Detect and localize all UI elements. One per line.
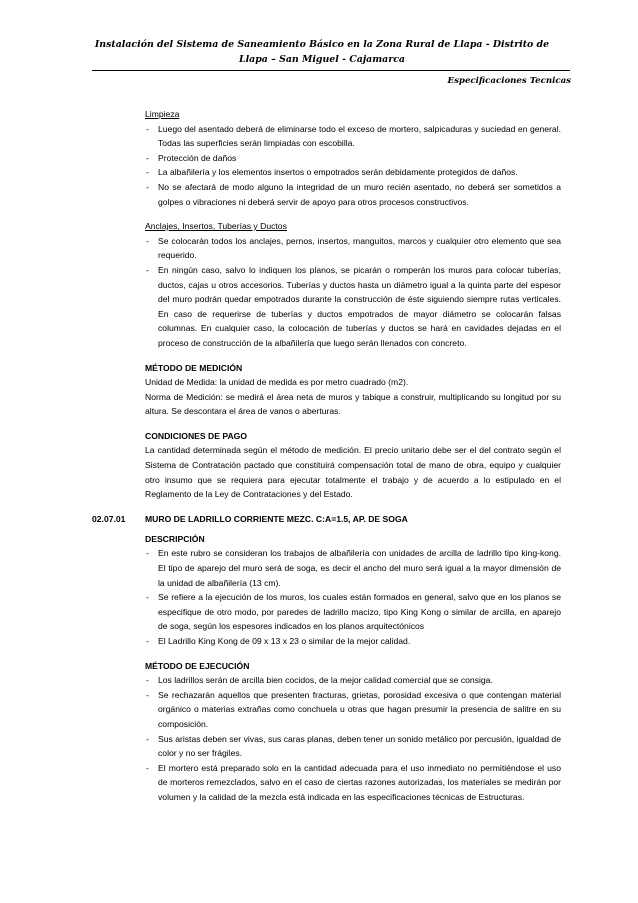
list-item: - El Ladrillo King Kong de 09 x 13 x 23 o similar de la mejor calidad. [145, 634, 561, 649]
list-item: - Luego del asentado deberá de eliminarse todo el exceso de mortero, salpicaduras y suciedad en general. Todas las superficies serán limpiadas con escobilla. [145, 122, 561, 151]
header-title: Instalación del Sistema de Saneamiento Básico en la Zona Rural de Llapa - Distrito de Llapa – San Miguel - Cajamarca [94, 39, 550, 65]
anclajes-list [145, 234, 561, 351]
metodo-ejecucion-heading: MÉTODO DE EJECUCIÓN [145, 660, 250, 671]
limpieza-list [145, 122, 561, 210]
condiciones-pago-heading: CONDICIONES DE PAGO [145, 430, 248, 441]
header-divider [92, 70, 570, 71]
anclajes-block [145, 219, 561, 350]
list-item: - Se refiere a la ejecución de los muros, los cuales están formados en general, salvo que en los planos se especifique de otro modo, por paredes de ladrillo macizo, tipo King Kong o similar de arcilla, en aparejo de soga, según los espesores indicados en los planos arquitectónicos [145, 590, 561, 634]
condiciones-pago-block [145, 429, 561, 502]
list-item: - Sus aristas deben ser vivas, sus caras planas, deben tener un sonido metálico por percusión, igualdad de color y no ser frágiles. [145, 732, 561, 761]
list-item: - En este rubro se consideran los trabajos de albañilería con unidades de arcilla de ladrillo tipo king-kong. El tipo de aparejo del muro será de soga, es decir el ancho del muro será igual a la mayor dimensión de la unidad de albañilería (13 cm). [145, 546, 561, 590]
metodo-medicion-heading: MÉTODO DE MEDICIÓN [145, 362, 243, 373]
header-spec-label: Especificaciones Tecnicas [447, 76, 571, 86]
list-item: - No se afectará de modo alguno la integridad de un muro recién asentado, no deberá ser sometidos a golpes o vibraciones ni deberá servir de apoyo para otros procesos constructivos. [145, 180, 561, 209]
limpieza-block [145, 107, 561, 209]
limpieza-heading: Limpieza [145, 109, 180, 119]
metodo-medicion-unidad: Unidad de Medida: la unidad de medida es por metro cuadrado (m2). [145, 377, 409, 388]
list-item: - Los ladrillos serán de arcilla bien cocidos, de la mejor calidad comercial que se consiga. [145, 673, 561, 688]
list-item: - La albañilería y los elementos insertos o empotrados serán debidamente protegidos de daños. [145, 165, 561, 180]
metodo-ejecucion-block [145, 659, 561, 805]
metodo-ejecucion-list [145, 673, 561, 804]
list-item: - Se colocarán todos los anclajes, pernos, insertos, manguitos, marcos y cualquier otro elemento que sea requerido. [145, 234, 561, 263]
metodo-medicion-norma: Norma de Medición: se medirá el área neta de muros y tabique a construir, multiplicando su longitud por su altura. Se descontara el área de vanos o aberturas. [145, 391, 561, 417]
descripcion-list [145, 546, 561, 648]
document-body [0, 107, 638, 805]
anclajes-heading: Anclajes, Insertos, Tuberías y Ductos [145, 221, 287, 232]
condiciones-pago-text: La cantidad determinada según el método de medición. El precio unitario debe ser el del contrato según el Sistema de Contratación pactado que constituirá compensación total de mano de obra, equipo y cualquier otro insumo que se requiera para ejecutar totalmente el trabajo y de acuerdo a lo estipulado en el Reglamento de la Ley de Contrataciones y del Estado. [145, 445, 561, 500]
section-number: 02.07.01 [92, 513, 126, 524]
list-item: - Se rechazarán aquellos que presenten fracturas, grietas, porosidad excesiva o que contengan material orgánico o materias extrañas como conchuela u otras que hagan presumir la presencia de salitre en su composición. [145, 688, 561, 732]
list-item: - En ningún caso, salvo lo indiquen los planos, se picarán o romperán los muros para colocar tuberías, ductos, cajas u otros accesorios. Tuberías y ductos hasta un diámetro igual a la quinta parte del espesor del muro podrán quedar empotrados durante la construcción de éste siguiendo siempre rutas verticales. En caso de requerirse de tuberías y ductos empotrados de mayor diámetro se colocarán falsas columnas. En cualquier caso, la colocación de tuberías y ductos se hará en cavidades dejadas en el proceso de construcción de la albañilería que luego serán llenados con concreto. [145, 263, 561, 351]
metodo-medicion-block [145, 361, 561, 419]
list-item: - Protección de daños [145, 151, 561, 166]
section-title: MURO DE LADRILLO CORRIENTE MEZC. C:A=1.5, AP. DE SOGA [145, 513, 408, 524]
list-item: - El mortero está preparado solo en la cantidad adecuada para el uso inmediato no permitiéndose el uso de morteros remezclados, salvo en el caso de ciertas razones autorizadas, los materiales se medirán por volumen y la calidad de la mezcla está indicada en las especificaciones técnicas de Estructuras. [145, 761, 561, 805]
descripcion-block [145, 532, 561, 649]
section-heading-row [0, 512, 638, 528]
descripcion-heading: DESCRIPCIÓN [145, 533, 205, 544]
